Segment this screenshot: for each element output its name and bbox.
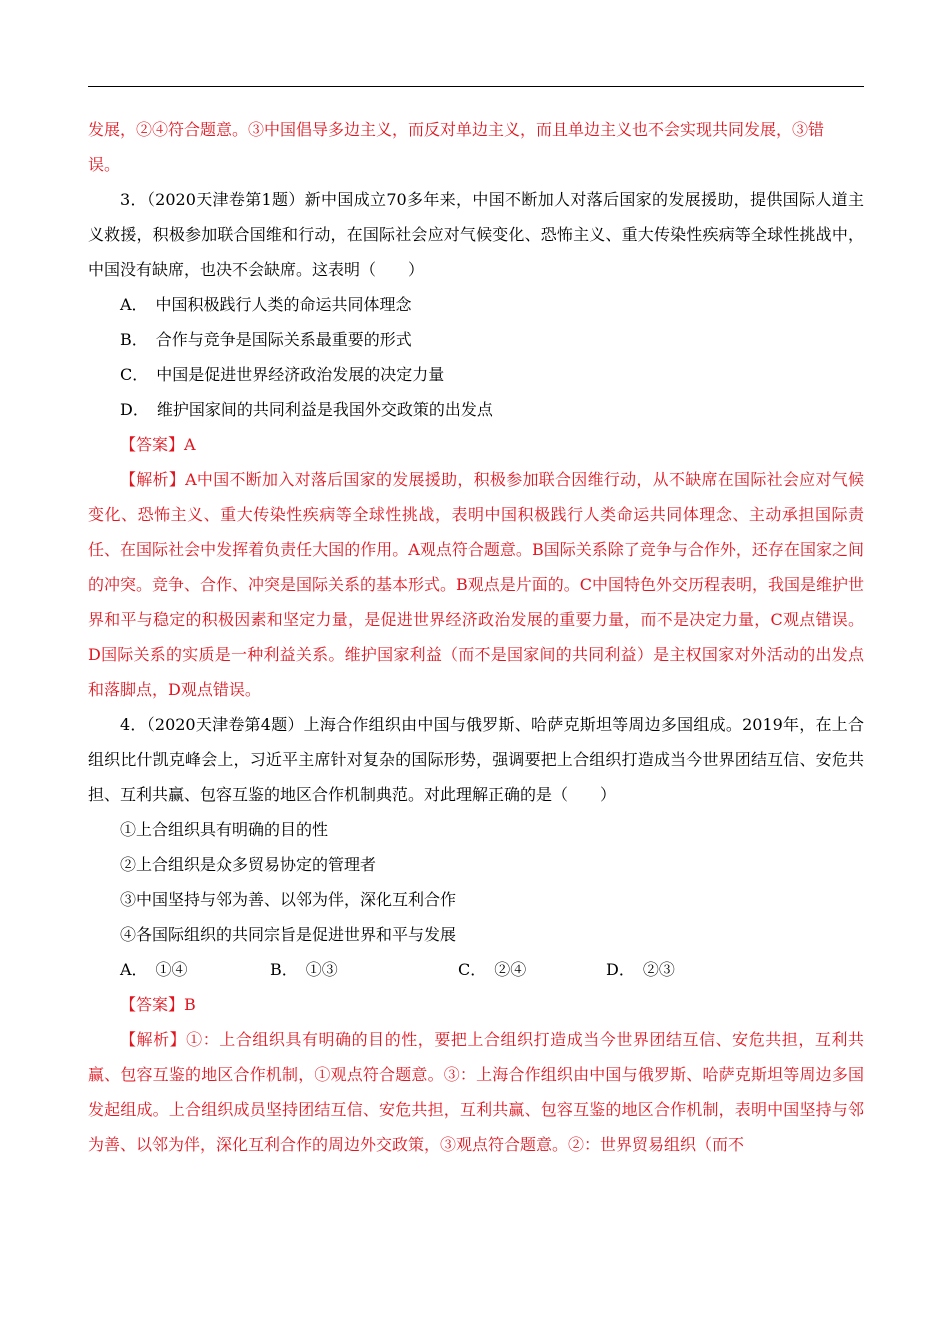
q4-options-row <box>88 952 864 987</box>
q3-option-c: C． 中国是促进世界经济政治发展的决定力量 <box>120 365 445 384</box>
q4-statement-1: ①上合组织具有明确的目的性 <box>120 820 329 839</box>
header-rule <box>88 86 864 87</box>
q4-answer: 【答案】B <box>120 995 196 1014</box>
q4-option-d: D． ②③ <box>606 960 675 979</box>
q4-option-b: B． ①③ <box>270 960 338 979</box>
q3-analysis: 【解析】A中国不断加入对落后国家的发展援助，积极参加联合因维行动，从不缺席在国际社会应对气候变化、恐怖主义、重大传染性疾病等全球性挑战，表明中国积极践行人类命运共同体理念、主动承担国际责任、在国际社会中发挥着负责任大国的作用。A观点符合题意。B国际关系除了竞争与合作外，还存在国家之间的冲突。竞争、合作、冲突是国际关系的基本形式。B观点是片面的。C中国特色外交历程表明，我国是维护世界和平与稳定的积极因素和坚定力量，是促进世界经济政治发展的重要力量，而不是决定力量，C观点错误。D国际关系的实质是一种利益关系。维护国家利益（而不是国家间的共同利益）是主权国家对外活动的出发点和落脚点，D观点错误。 <box>88 470 865 699</box>
q4-statement-2: ②上合组织是众多贸易协定的管理者 <box>120 855 377 874</box>
q4-statement-3: ③中国坚持与邻为善、以邻为伴，深化互利合作 <box>120 890 457 909</box>
q4-analysis: 【解析】①：上合组织具有明确的目的性，要把上合组织打造成当今世界团结互信、安危共担，互利共赢、包容互鉴的地区合作机制，①观点符合题意。③：上海合作组织由中国与俄罗斯、哈萨克斯坦等周边多国发起组成。上合组织成员坚持团结互信、安危共担，互利共赢、包容互鉴的地区合作机制，表明中国坚持与邻为善、以邻为伴，深化互利合作的周边外交政策，③观点符合题意。②：世界贸易组织（而不 <box>88 1030 864 1154</box>
carryover-line-1: 发展，②④符合题意。③中国倡导多边主义，而反对单边主义，而且单边主义也不会实现共同发展，③错 <box>88 120 825 139</box>
q3-answer: 【答案】A <box>120 435 196 454</box>
q3-option-b: B． 合作与竞争是国际关系最重要的形式 <box>120 330 412 349</box>
q4-statement-4: ④各国际组织的共同宗旨是促进世界和平与发展 <box>120 925 457 944</box>
question-3-stem: 3．（2020天津卷第1题）新中国成立70多年来，中国不断加人对落后国家的发展援助，提供国际人道主义救援，积极参加联合国维和行动，在国际社会应对气候变化、恐怖主义、重大传染性疾病等全球性挑战中，中国没有缺席，也决不会缺席。这表明（ ） <box>88 190 864 279</box>
q3-option-a: A． 中国积极践行人类的命运共同体理念 <box>120 295 412 314</box>
q3-option-d: D． 维护国家间的共同利益是我国外交政策的出发点 <box>120 400 493 419</box>
document-body <box>88 112 864 1162</box>
q4-option-c: C． ②④ <box>458 960 527 979</box>
question-4-stem: 4．（2020天津卷第4题）上海合作组织由中国与俄罗斯、哈萨克斯坦等周边多国组成。2019年，在上合组织比什凯克峰会上，习近平主席针对复杂的国际形势，强调要把上合组织打造成当今世界团结互信、安危共担、互利共赢、包容互鉴的地区合作机制典范。对此理解正确的是（ ） <box>88 715 864 804</box>
carryover-line-2: 误。 <box>88 155 121 174</box>
q4-option-a: A． ①④ <box>120 960 188 979</box>
